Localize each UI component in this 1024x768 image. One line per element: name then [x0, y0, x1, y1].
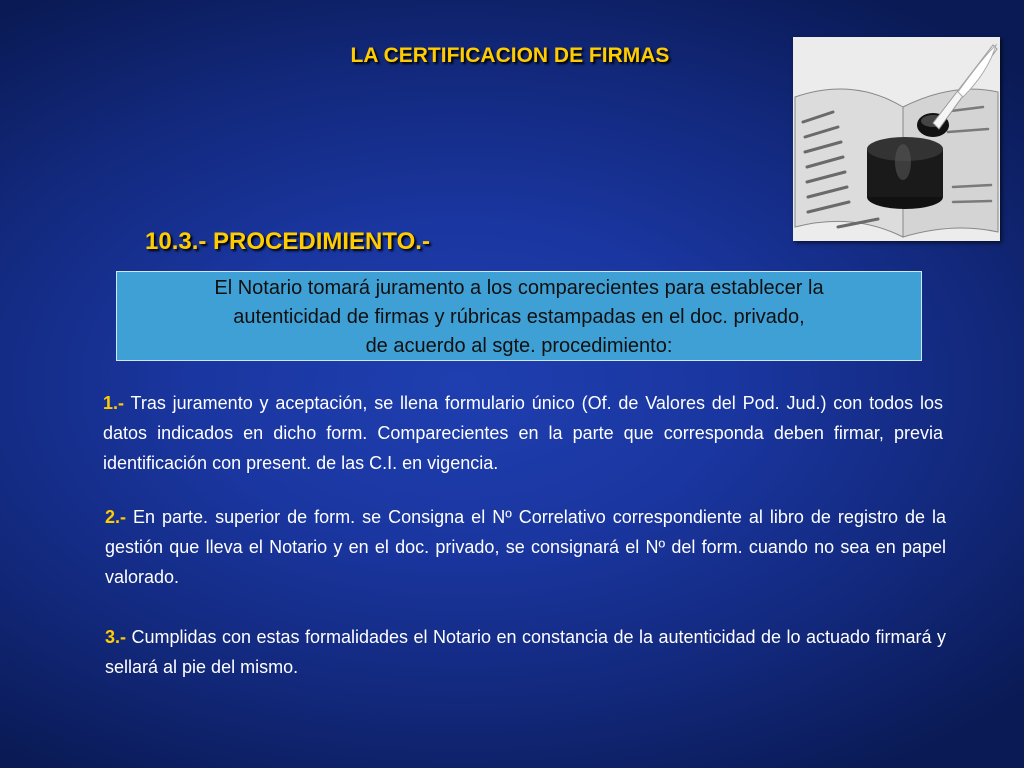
quill-inkwell-book-image — [793, 37, 1000, 241]
step-number: 2.- — [105, 507, 127, 527]
step-2 — [105, 502, 946, 592]
step-3 — [105, 622, 946, 682]
step-text: Tras juramento y aceptación, se llena formulario único (Of. de Valores del Pod. Jud.) con todos los datos indicados en dicho form. Comparecientes en la parte que corresponda deben firmar, previa identificación con present. de las C.I. en vigencia. — [103, 393, 943, 473]
intro-line: El Notario tomará juramento a los comparecientes para establecer la — [214, 277, 824, 299]
step-text: Cumplidas con estas formalidades el Notario en constancia de la autenticidad de lo actuado firmará y sellará al pie del mismo. — [105, 627, 946, 677]
intro-line: de acuerdo al sgte. procedimiento: — [365, 335, 673, 357]
step-text: En parte. superior de form. se Consigna el Nº Correlativo correspondiente al libro de registro de la gestión que lleva el Notario y en el doc. privado, se consignará el Nº del form. cuando no sea en papel valorado. — [105, 507, 946, 587]
slide-title: LA CERTIFICACION DE FIRMAS — [350, 44, 670, 67]
section-heading: 10.3.- PROCEDIMIENTO.- — [145, 228, 430, 255]
intro-line: autenticidad de firmas y rúbricas estampadas en el doc. privado, — [233, 306, 805, 328]
step-number: 3.- — [105, 627, 127, 647]
step-number: 1.- — [103, 393, 125, 413]
quill-inkwell-book-icon — [793, 37, 1000, 241]
step-1 — [103, 388, 943, 478]
intro-box — [116, 271, 922, 361]
